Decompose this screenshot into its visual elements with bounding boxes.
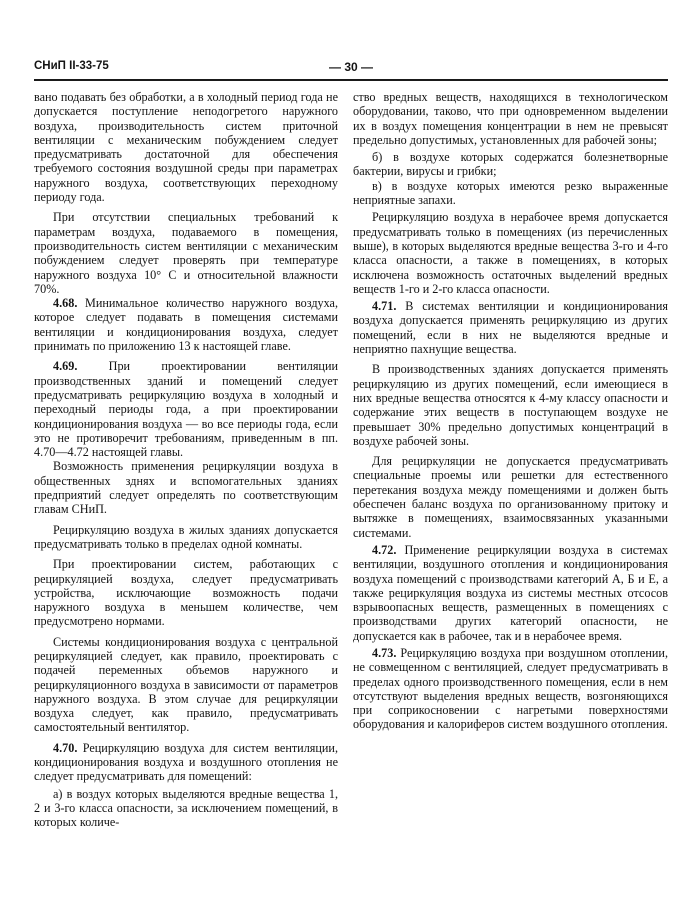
clause-4-71: 4.71. В системах вентиляции и кондиционирования воздуха допускается применять рециркуляцию из других помещений, если в них не выделяются вредные и неприятно пахнущие вещества. — [353, 299, 668, 357]
clause-number: 4.69. — [53, 359, 78, 374]
paragraph: При проектировании систем, работающих с рециркуляцией воздуха, следует предусматривать устройства, исключающие возможность подачи наружного воздуха в меньшем количестве, чем предусмотрено нормами. — [34, 557, 338, 629]
clause-number: 4.72. — [372, 542, 397, 557]
paragraph: вано подавать без обработки, а в холодный период года не допускается поступление неподогретого наружного воздуха, производительность систем приточной вентиляции с механическим побуждением следует предусматривать достаточной для обеспечения требуемого состояния воздушной среды при параметрах наружного воздуха, соответствующих переходному периоду года. — [34, 90, 338, 205]
paragraph: ство вредных веществ, находящихся в технологическом оборудовании, таково, что при одновременном выделении их в воздух помещения концентрации в нем не превысят предельно допустимых, установленных для рабочей зоны; — [353, 90, 668, 147]
clause-number: 4.73. — [372, 645, 397, 660]
paragraph: Системы кондиционирования воздуха с центральной рециркуляцией следует, как правило, проектировать с подачей переменных объемов наружного и рециркуляционного воздуха в зависимости от параметров наружного воздуха. В этом случае для рециркуляции воздуха следует, как правило, предусматривать самостоятельный вентилятор. — [34, 634, 338, 735]
right-column — [353, 90, 668, 732]
paragraph: При отсутствии специальных требований к параметрам воздуха, подаваемого в помещения, производительность систем вентиляции с механическим побуждением следует проверять при температуре наружного воздуха 10° С и относительной влажности 70%. — [34, 210, 338, 296]
paragraph: Рециркуляцию воздуха в жилых зданиях допускается предусматривать только в пределах одной комнаты. — [34, 522, 338, 551]
clause-4-68: 4.68. Минимальное количество наружного воздуха, которое следует подавать в помещения системами вентиляции и кондиционирования воздуха, следует принимать по приложению 13 к настоящей главе. — [34, 296, 338, 354]
page-number: — 30 — — [328, 60, 373, 74]
document-code: СНиП II-33-75 — [34, 60, 109, 72]
header-rule — [34, 79, 668, 81]
paragraph: Возможность применения рециркуляции воздуха в общественных зднях и вспомогательных зданиях предприятий следует определять по соответствующим главам СНиП. — [34, 459, 338, 517]
paragraph: Для рециркуляции не допускается предусматривать специальные проемы или решетки для естественного перетекания воздуха между помещениями и должен быть обеспечен баланс воздуха по организованному притоку и вытяжке в помещениях, взаимосвязанных указанными системами. — [353, 454, 668, 540]
clause-4-73: 4.73. Рециркуляцию воздуха при воздушном отоплении, не совмещенном с вентиляцией, следует предусматривать в пределах одного производственного помещения, если в нем отсутствуют выделения вредных веществ, возгоняющихся при соприкосновении с нагретыми поверхностями оборудования и калориферов систем воздушного отопления. — [353, 645, 668, 732]
clause-4-69: 4.69. При проектировании вентиляции производственных зданий и помещений следует предусматривать рециркуляцию воздуха в холодный и переходный периоды года, а при проектировании кондиционирования воздуха — во все периоды года, если это не противоречит требованиям, приведенным в пп. 4.70—4.72 настоящей главы. — [34, 359, 338, 460]
left-column — [34, 90, 338, 830]
clause-number: 4.70. — [53, 740, 78, 755]
list-item-b: б) в воздухе которых содержатся болезнетворные бактерии, вирусы и грибки; — [353, 150, 668, 179]
list-item-a: а) в воздух которых выделяются вредные вещества 1, 2 и 3-го класса опасности, за исключением помещений, в которых количе- — [34, 786, 338, 830]
clause-4-72: 4.72. Применение рециркуляции воздуха в системах вентиляции, воздушного отопления и кондиционирования воздуха помещений с производствами категорий А, Б и Е, а также рециркуляция воздуха из системы местных отсосов взрывоопасных веществ, размещенных в помещениях с производствами других категорий опасности, не допускается как в рабочее, так и в нерабочее время. — [353, 542, 668, 643]
paragraph: Рециркуляцию воздуха в нерабочее время допускается предусматривать только в помещениях (из перечисленных выше), в которых выделяются вредные вещества 3-го и 4-го класса опасности, а также в помещениях, в которых исключена возможность остаточных выделений вредных веществ 1-го и 2-го класса опасности. — [353, 210, 668, 296]
clause-4-70: 4.70. Рециркуляцию воздуха для систем вентиляции, кондиционирования воздуха и воздушного отопления не следует предусматривать для помещений: — [34, 740, 338, 784]
clause-number: 4.68. — [53, 296, 78, 311]
clause-number: 4.71. — [372, 299, 397, 314]
page-header — [34, 60, 668, 82]
paragraph: В производственных зданиях допускается применять рециркуляцию из других помещений, если имеющиеся в них вредные вещества относятся к 4-му классу опасности и содержание этих веществ в поступающем воздухе не превышает 30% предельно допустимых концентраций в воздухе рабочей зоны. — [353, 362, 668, 448]
list-item-c: в) в воздухе которых имеются резко выраженные неприятные запахи. — [353, 178, 668, 208]
